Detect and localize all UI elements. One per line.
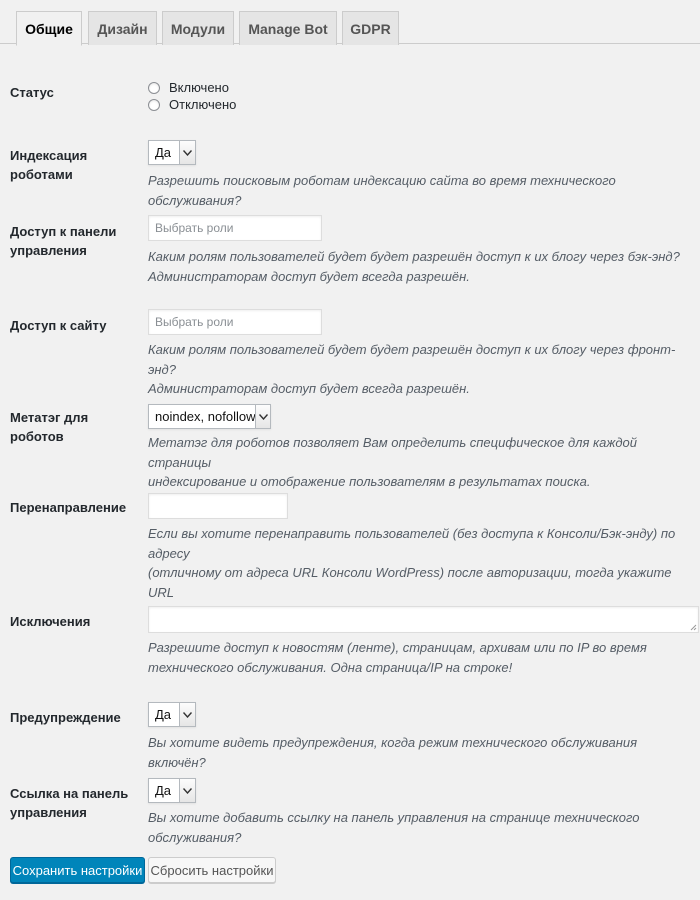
dashboard-link-label	[10, 784, 128, 822]
tab-manage-bot[interactable]: Manage Bot	[239, 11, 337, 45]
warning-label: Предупреждение	[10, 710, 121, 725]
redirect-url-input[interactable]	[148, 493, 288, 519]
dashboard-link-label-line2: управления	[10, 805, 87, 820]
reset-settings-button[interactable]: Сбросить настройки	[148, 857, 276, 883]
exclusions-description	[148, 638, 693, 677]
meta-robots-label	[10, 408, 88, 446]
site-access-label: Доступ к сайту	[10, 318, 107, 333]
admin-access-desc-line2: Администраторам доступ будет всегда разрешён.	[148, 268, 470, 284]
redirect-desc-line1: Если вы хотите перенаправить пользователей (без доступа к Консоли/Бэк-энду) по адресу	[148, 526, 676, 561]
meta-robots-desc-line2: индексирование и отображение пользователям в результатах поиска.	[148, 474, 591, 489]
meta-robots-select-value: noindex, nofollow	[155, 409, 256, 424]
warning-description: Вы хотите видеть предупреждения, когда режим технического обслуживания включён?	[148, 735, 638, 770]
radio-off[interactable]	[148, 99, 160, 111]
admin-access-description	[148, 247, 693, 286]
dashboard-link-select[interactable]	[148, 778, 196, 803]
admin-roles-input[interactable]: Выбрать роли	[148, 215, 322, 241]
save-settings-button[interactable]: Сохранить настройки	[10, 857, 145, 883]
status-off-option[interactable]	[148, 97, 236, 112]
warning-select[interactable]	[148, 702, 196, 727]
exclusions-label: Исключения	[10, 614, 91, 629]
dashboard-link-label-line1: Ссылка на панель	[10, 786, 129, 801]
indexing-label-line2: роботами	[10, 167, 73, 182]
admin-access-desc-line1: Каким ролям пользователей будет будет разрешён доступ к их блогу через бэк-энд?	[148, 249, 680, 264]
indexing-label	[10, 146, 87, 184]
dashboard-link-description	[148, 808, 693, 847]
meta-robots-select[interactable]	[148, 404, 271, 429]
exclusions-textarea[interactable]	[148, 606, 699, 633]
site-access-description	[148, 340, 693, 399]
redirect-label: Перенаправление	[10, 500, 127, 515]
status-label: Статус	[10, 85, 54, 100]
meta-robots-label-line2: роботов	[10, 429, 64, 444]
indexing-select-value: Да	[155, 145, 172, 160]
site-access-desc-line2: Администраторам доступ будет всегда разрешён.	[148, 381, 470, 396]
admin-access-label-line1: Доступ к панели	[10, 224, 117, 239]
site-access-desc-line1: Каким ролям пользователей будет будет разрешён доступ к их блогу через фронт-энд?	[148, 342, 676, 377]
status-on-option[interactable]	[148, 80, 229, 95]
meta-robots-label-line1: Метатэг для	[10, 410, 89, 425]
settings-tabs	[0, 0, 700, 44]
exclusions-desc-line2: технического обслуживания. Одна страница/IP на строке!	[148, 659, 513, 675]
indexing-select[interactable]	[148, 140, 196, 165]
tab-design[interactable]: Дизайн	[88, 11, 157, 45]
chevron-down-icon	[255, 405, 270, 428]
admin-access-label	[10, 222, 116, 260]
indexing-description: Разрешить поисковым роботам индексацию сайта во время технического обслуживания?	[148, 173, 616, 208]
dashboard-link-desc-line2: обслуживания?	[148, 829, 242, 845]
admin-access-label-line2: управления	[10, 243, 87, 258]
resize-grip-icon[interactable]	[690, 624, 697, 631]
tab-general[interactable]: Общие	[16, 11, 82, 46]
dashboard-link-select-value: Да	[155, 783, 172, 798]
meta-robots-description	[148, 433, 693, 492]
site-roles-input[interactable]: Выбрать роли	[148, 309, 322, 335]
chevron-down-icon	[179, 703, 195, 726]
chevron-down-icon	[179, 779, 195, 802]
status-on-text: Включено	[169, 80, 229, 95]
indexing-label-line1: Индексация	[10, 148, 88, 163]
status-off-text: Отключено	[169, 97, 237, 112]
exclusions-desc-line1: Разрешите доступ к новостям (ленте), страницам, архивам или по IP во время	[148, 640, 647, 655]
warning-select-value: Да	[155, 707, 172, 722]
chevron-down-icon	[179, 141, 195, 164]
redirect-desc-line2: (отличному от адреса URL Консоли WordPress) после авторизации, тогда укажите URL	[148, 565, 672, 600]
radio-on[interactable]	[148, 82, 160, 94]
tab-modules[interactable]: Модули	[162, 11, 234, 45]
dashboard-link-desc-line1: Вы хотите добавить ссылку на панель управления на странице технического	[148, 810, 640, 825]
meta-robots-desc-line1: Метатэг для роботов позволяет Вам определить специфическое для каждой страницы	[148, 435, 637, 470]
tab-gdpr[interactable]: GDPR	[342, 11, 399, 45]
